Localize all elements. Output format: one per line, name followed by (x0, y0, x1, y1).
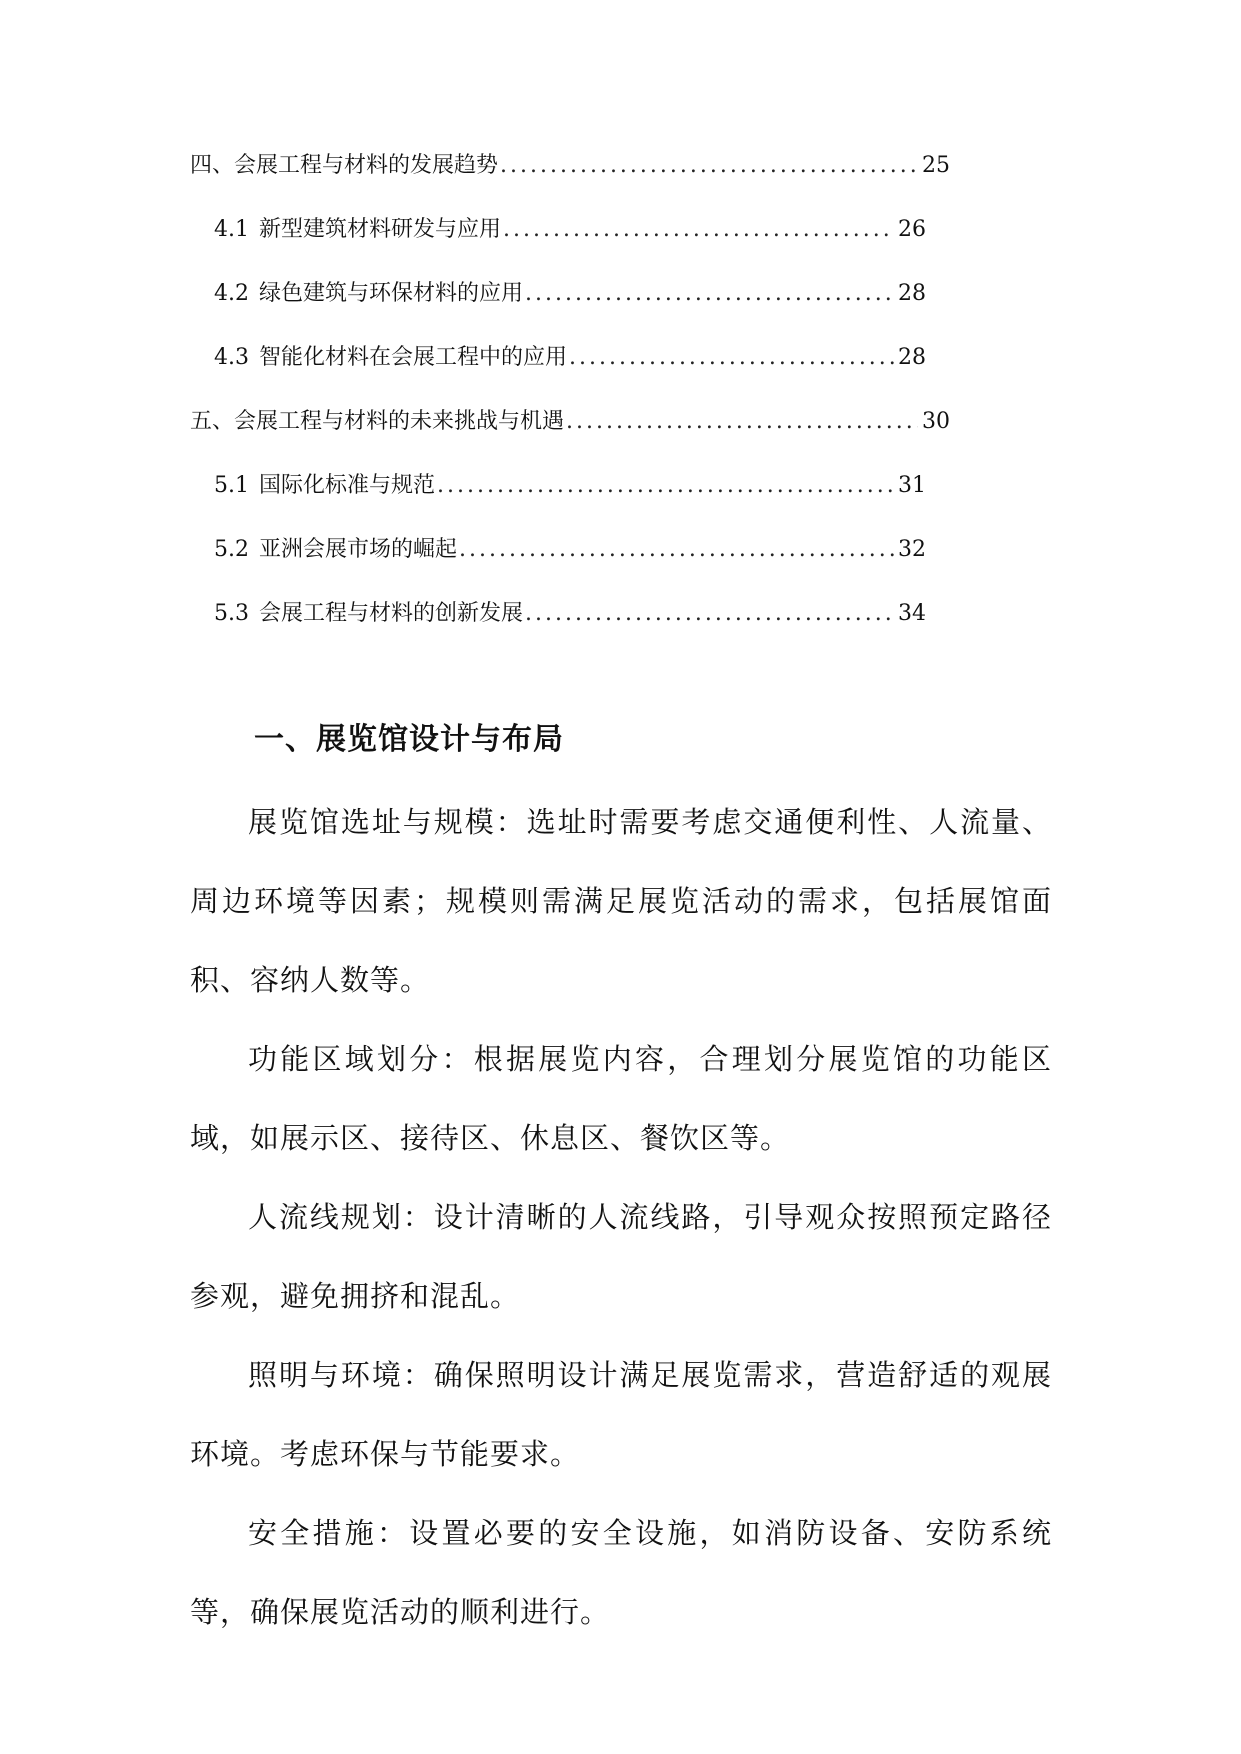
toc-entry-page: 28 (898, 345, 926, 370)
toc-entry[interactable] (190, 340, 926, 404)
table-of-contents (190, 148, 950, 660)
toc-entry-title: 四、会展工程与材料的发展趋势 (190, 153, 499, 178)
toc-entry-title: 国际化标准与规范 (259, 473, 436, 498)
toc-entry-page: 28 (898, 281, 926, 306)
toc-entry[interactable] (190, 596, 926, 660)
toc-leader-dots (503, 212, 894, 248)
toc-entry-page: 34 (898, 601, 926, 626)
toc-entry[interactable] (190, 468, 926, 532)
toc-leader-dots (566, 404, 918, 440)
toc-entry-title: 智能化材料在会展工程中的应用 (259, 345, 568, 370)
toc-entry-page: 30 (922, 409, 950, 434)
toc-entry-page: 26 (898, 217, 926, 242)
toc-entry-number: 4.2 (214, 281, 249, 306)
toc-entry[interactable] (190, 212, 926, 276)
toc-entry-page: 25 (922, 153, 950, 178)
toc-entry-page: 31 (898, 473, 926, 498)
toc-entry-number: 4.1 (214, 217, 249, 242)
body-paragraph: 照明与环境：确保照明设计满足展览需求，营造舒适的观展环境。考虑环保与节能要求。 (190, 1358, 1052, 1471)
toc-leader-dots (437, 468, 894, 504)
toc-entry-number: 5.3 (214, 601, 249, 626)
toc-entry-number: 5.2 (214, 537, 249, 562)
toc-entry-number: 4.3 (214, 345, 249, 370)
toc-entry[interactable] (190, 276, 926, 340)
toc-entry-title: 绿色建筑与环保材料的应用 (259, 281, 524, 306)
section-heading: 一、展览馆设计与布局 (254, 722, 564, 758)
toc-entry-title: 会展工程与材料的创新发展 (259, 601, 524, 626)
body-paragraph: 功能区域划分：根据展览内容，合理划分展览馆的功能区域，如展示区、接待区、休息区、餐饮区等。 (190, 1042, 1052, 1155)
toc-entry-page: 32 (898, 537, 926, 562)
body-paragraph: 展览馆选址与规模：选址时需要考虑交通便利性、人流量、周边环境等因素；规模则需满足展览活动的需求，包括展馆面积、容纳人数等。 (190, 805, 1052, 997)
toc-leader-dots (500, 148, 918, 184)
toc-entry-title: 新型建筑材料研发与应用 (259, 217, 502, 242)
toc-entry[interactable] (190, 532, 926, 596)
toc-entry[interactable] (190, 404, 950, 468)
toc-entry[interactable] (190, 148, 950, 212)
toc-leader-dots (459, 532, 894, 568)
toc-entry-title: 五、会展工程与材料的未来挑战与机遇 (190, 409, 565, 434)
body-paragraph: 人流线规划：设计清晰的人流线路，引导观众按照预定路径参观，避免拥挤和混乱。 (190, 1200, 1052, 1313)
toc-entry-number: 5.1 (214, 473, 249, 498)
toc-leader-dots (525, 596, 894, 632)
toc-leader-dots (525, 276, 894, 312)
toc-leader-dots (569, 340, 894, 376)
section-body (190, 783, 1052, 1652)
toc-entry-title: 亚洲会展市场的崛起 (259, 537, 458, 562)
body-paragraph: 安全措施：设置必要的安全设施，如消防设备、安防系统等，确保展览活动的顺利进行。 (190, 1516, 1052, 1629)
